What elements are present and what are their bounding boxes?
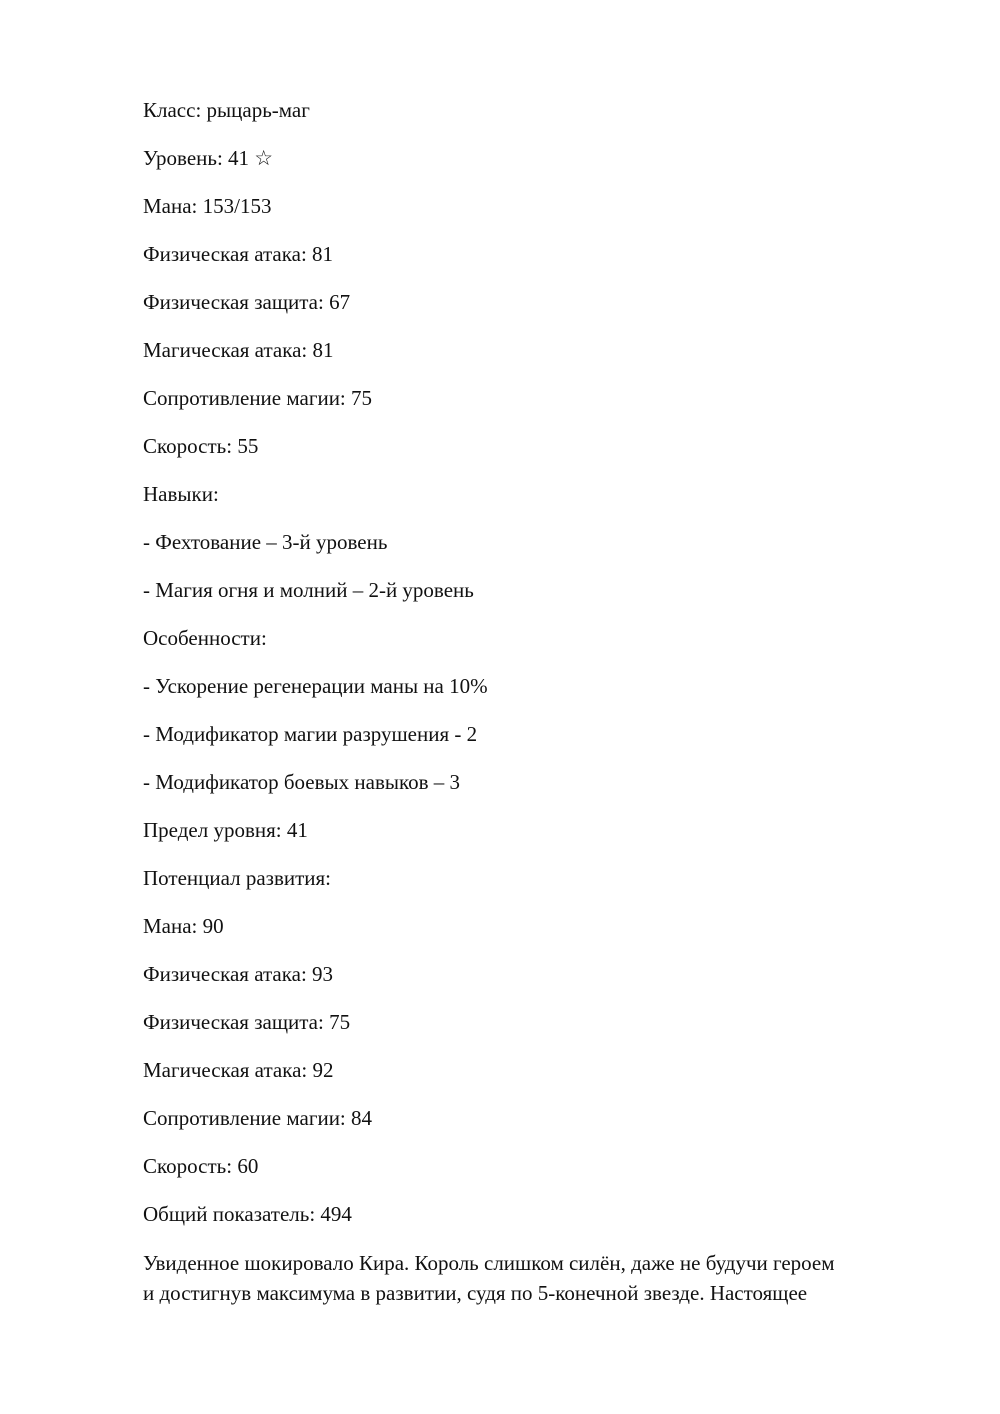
skill-item: - Фехтование – 3-й уровень [143, 530, 388, 554]
potential-speed-line: Скорость: 60 [143, 1154, 259, 1178]
feature-item: - Модификатор боевых навыков – 3 [143, 770, 461, 794]
features-heading: Особенности: [143, 626, 267, 650]
speed-line: Скорость: 55 [143, 434, 259, 458]
potential-magic-resistance-line: Сопротивление магии: 84 [143, 1106, 373, 1130]
magic-resistance-line: Сопротивление магии: 75 [143, 386, 373, 410]
skills-heading: Навыки: [143, 482, 219, 506]
physical-defense-line: Физическая защита: 67 [143, 290, 351, 314]
potential-magic-attack-line: Магическая атака: 92 [143, 1058, 334, 1082]
document-page [143, 93, 943, 1308]
feature-item: - Модификатор магии разрушения - 2 [143, 722, 478, 746]
potential-physical-defense-line: Физическая защита: 75 [143, 1010, 351, 1034]
level-line: Уровень: 41 ☆ [143, 146, 274, 170]
magic-attack-line: Магическая атака: 81 [143, 338, 334, 362]
skill-item: - Магия огня и молний – 2-й уровень [143, 578, 474, 602]
mana-line: Мана: 153/153 [143, 194, 272, 218]
class-line: Класс: рыцарь-маг [143, 98, 310, 122]
narrative-paragraph [143, 1248, 933, 1308]
feature-item: - Ускорение регенерации маны на 10% [143, 674, 488, 698]
physical-attack-line: Физическая атака: 81 [143, 242, 334, 266]
paragraph-line: и достигнув максимума в развитии, судя по 5-конечной звезде. Настоящее [143, 1281, 808, 1305]
potential-physical-attack-line: Физическая атака: 93 [143, 962, 334, 986]
potential-heading: Потенциал развития: [143, 866, 332, 890]
total-score-line: Общий показатель: 494 [143, 1202, 352, 1226]
potential-mana-line: Мана: 90 [143, 914, 224, 938]
paragraph-line: Увиденное шокировало Кира. Король слишком силён, даже не будучи героем [143, 1251, 835, 1275]
level-limit-line: Предел уровня: 41 [143, 818, 308, 842]
